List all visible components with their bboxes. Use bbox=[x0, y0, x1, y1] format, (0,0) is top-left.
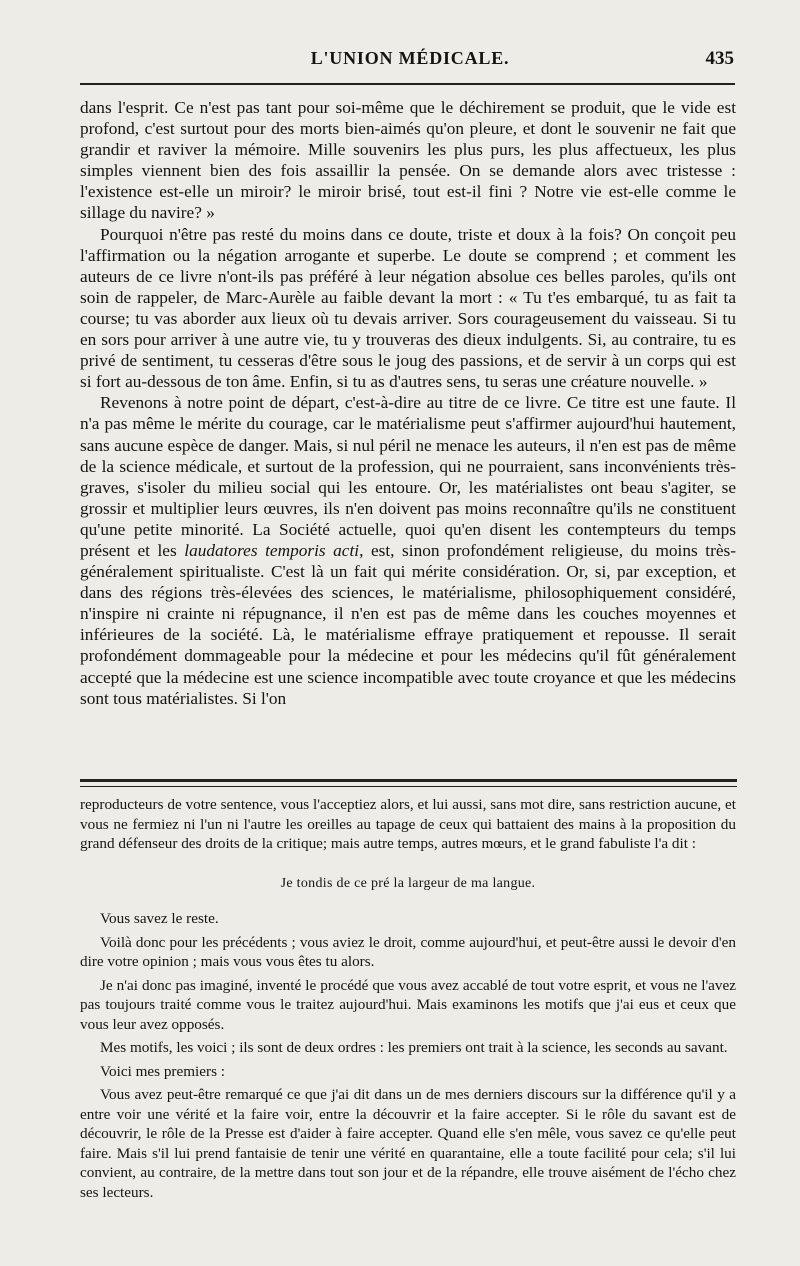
footnote-text bbox=[80, 795, 736, 1202]
main-paragraph bbox=[80, 392, 736, 708]
note-paragraph: Voilà donc pour les précédents ; vous aviez le droit, comme aujourd'hui, et peut-être aussi le devoir d'en dire votre opinion ; mais vous vous êtes tu alors. bbox=[80, 933, 736, 970]
note-paragraph: Vous avez peut-être remarqué ce que j'ai dit dans un de mes derniers discours sur la différence qu'il y a entre voir une vérité et la faire voir, entre la découvrir et la faire accepter. Si le rôle du savant est de découvrir, le rôle de la Presse est d'aider à faire accepter. Quand elle s'en mêle, vous savez ce qu'elle peut faire. Mais s'il lui prend fantaisie de tenir une vérité en quarantaine, elle a toute facilité pour cela; s'il lui convient, au contraire, de la mettre dans tout son jour et de la répandre, elle trouve aisément de l'écho chez ses lecteurs. bbox=[80, 1086, 736, 1201]
verse-quote: Je tondis de ce pré la largeur de ma langue. bbox=[280, 875, 536, 891]
page-number: 435 bbox=[705, 48, 734, 69]
text-run: , est, sinon profondément religieuse, du moins très-généralement spiritualiste. C'est là un fait qui mérite considération. Or, si, par exception, et dans des régions très-élevées des sciences, le matérialisme, philosophiquement considéré, n'inspire ni crainte ni répugnance, il n'en est pas de même dans les couches moyennes et inférieures de la société. Là, le matérialisme effraye pratiquement et repousse. Il serait profondément dommageable pour la médecine et pour les médecins qu'il fût généralement accepté que la médecine est une science incompatible avec toute croyance et que les médecins sont tous matérialistes. Si l'on bbox=[80, 540, 736, 708]
latin-phrase: laudatores temporis acti bbox=[184, 540, 360, 560]
note-paragraph: Voici mes premiers : bbox=[100, 1062, 225, 1080]
header-rule bbox=[80, 83, 735, 85]
note-paragraph: Vous savez le reste. bbox=[100, 910, 219, 927]
footnote-separator bbox=[80, 779, 737, 787]
note-paragraph: Mes motifs, les voici ; ils sont de deux ordres : les premiers ont trait à la science, les seconds au savant. bbox=[100, 1039, 728, 1056]
note-paragraph: Je n'ai donc pas imaginé, inventé le procédé que vous avez accablé de tout votre esprit, et vous ne l'avez pas toujours traité comme vous le traitez aujourd'hui. Mais examinons les motifs que j'ai eus et ceux que vous leur avez opposés. bbox=[80, 976, 736, 1033]
text-run: Revenons à notre point de départ, c'est-à-dire au titre de ce livre. Ce titre est une faute. Il n'a pas même le mérite du courage, car le matérialisme peut s'affirmer aujourd'hui hautement, sans aucune espèce de danger. Mais, si nul péril ne menace les auteurs, il n'en est pas de même de la science médicale, et surtout de la profession, qui ne pourraient, sans inconvénients très-graves, s'isoler du milieu social qui les entoure. Or, les matérialistes ont beau s'agiter, se grossir et multiplier leurs œuvres, ils n'en doivent pas moins reconnaître qu'ils ne constituent qu'une petite minorité. La Société actuelle, quoi qu'en disent les contempteurs du temps présent et les bbox=[80, 393, 736, 560]
main-paragraph: Pourquoi n'être pas resté du moins dans ce doute, triste et doux à la fois? On conçoit peu l'affirmation ou la négation arrogante et superbe. Le doute se comprend ; et comment les auteurs de ce livre n'ont-ils pas préféré à leur négation absolue ces belles paroles, qu'ils ont soin de rappeler, de Marc-Aurèle au faible devant la mort : « Tu t'es embarqué, tu as fait ta course; tu vas aborder aux lieux où tu devais arriver. Sors courageusement du vaisseau. Si tu en sors pour arriver à une autre vie, tu y trouveras des dieux indulgents. Si, au contraire, tu es privé de sentiment, tu cesseras d'être sous le joug des passions, et de servir à un corps qui est si fort au-dessous de ton âme. Enfin, si tu as d'autres sens, tu seras une créature nouvelle. » bbox=[80, 224, 736, 392]
page-header bbox=[80, 44, 740, 78]
main-paragraph: dans l'esprit. Ce n'est pas tant pour soi-même que le déchirement se produit, que le vide est profond, c'est surtout pour des morts bien-aimés qu'on pleure, et dont le souvenir ne fait que grandir et raviver la mémoire. Mille souvenirs les plus purs, les plus affectueux, les plus simples viennent bien des fois assaillir la pensée. On se demande alors avec tristesse : l'existence est-elle un miroir? le miroir brisé, tout est-il fini ? Notre vie est-elle comme le sillage du navire? » bbox=[80, 98, 736, 223]
main-text bbox=[80, 97, 736, 709]
running-title: L'UNION MÉDICALE. bbox=[310, 48, 510, 68]
note-paragraph: reproducteurs de votre sentence, vous l'acceptiez alors, et lui aussi, sans mot dire, sans restriction aucune, et vous ne fermiez ni l'un ni l'autre les oreilles au tapage de ceux qui battaient des mains à la proposition du grand défenseur des droits de la critique; mais autre temps, autres mœurs, et le grand fabuliste l'a dit : bbox=[80, 796, 736, 852]
